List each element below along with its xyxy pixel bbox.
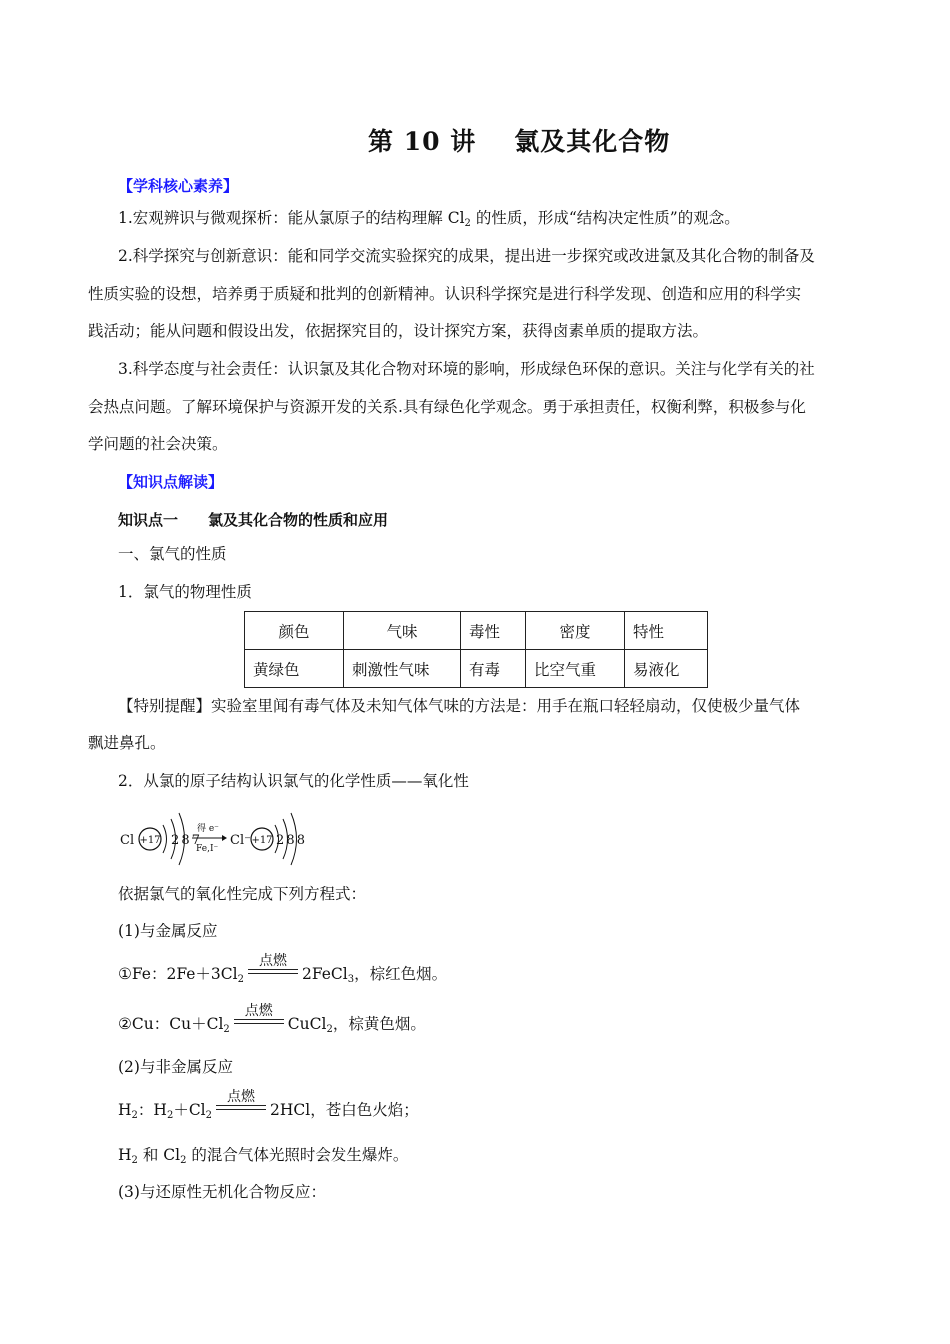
table-cell: 黄绿色 <box>245 650 344 688</box>
table-row <box>245 650 708 688</box>
core-item-2-line-3: 践活动；能从问题和假设出发，依据探究目的，设计探究方案，获得卤素单质的提取方法。 <box>88 322 709 340</box>
fe-reaction: ①Fe：$2Fe+3Cl_2$ 点燃 2FeCl$_3$，棕红色烟。 <box>118 956 447 993</box>
special-tip-line-1: 【特别提醒】实验室里闻有毒气体及未知气体气味的方法是：用手在瓶口轻轻扇动，仅使极少量气体 <box>118 697 801 715</box>
core-item-3-line-3: 学问题的社会决策。 <box>88 435 228 453</box>
chlorine-symbol: Cl <box>120 833 135 848</box>
lecture-number: 第 10 讲 <box>368 127 477 156</box>
table-header: 密度 <box>526 612 625 650</box>
arrow-label-bottom: Fe,I⁻ <box>196 844 219 854</box>
ion-nucleus-charge: +17 <box>251 835 273 846</box>
reaction-arrow <box>214 1089 268 1117</box>
table-header: 颜色 <box>245 612 344 650</box>
reaction-arrow <box>232 1003 286 1031</box>
reducing-compound-heading: (3)与还原性无机化合物反应： <box>118 1183 326 1201</box>
condition-label: 点燃 <box>244 1003 273 1019</box>
knowledge-point-1 <box>118 509 388 530</box>
chloride-shells: 2 8 8 <box>276 833 305 848</box>
core-item-2-line-1: 2.科学探究与创新意识：能和同学交流实验探究的成果，提出进一步探究或改进氯及其化合物的制备及 <box>118 247 815 265</box>
table-cell: 有毒 <box>461 650 526 688</box>
core-item-1: 1.宏观辨识与微观探析：能从氯原子的结构理解 $Cl_2$ 的性质，形成“结构决定性质”的观念。 <box>118 209 740 229</box>
subsection-chemical-properties: 2．从氯的原子结构认识氯气的化学性质——氧化性 <box>118 772 469 790</box>
subsection-physical-properties: 1．氯气的物理性质 <box>118 583 252 601</box>
h2-reaction: $H_2$：$H_2+Cl_2$ 点燃 2HCl，苍白色火焰； <box>118 1092 419 1129</box>
metal-reaction-heading: (1)与金属反应 <box>118 922 218 940</box>
reaction-arrow <box>246 953 300 981</box>
nonmetal-reaction-heading: (2)与非金属反应 <box>118 1058 233 1076</box>
page-title <box>368 122 670 158</box>
knowledge-heading: 【知识点解读】 <box>118 473 224 491</box>
condition-label: 点燃 <box>258 953 287 969</box>
core-literacy-heading: 【学科核心素养】 <box>118 177 239 195</box>
kp-title: 氯及其化合物的性质和应用 <box>208 511 389 529</box>
chloride-ion-symbol: Cl⁻ <box>230 833 251 848</box>
physical-properties-table <box>244 611 708 688</box>
core-item-3-line-1: 3.科学态度与社会责任：认识氯及其化合物对环境的影响，形成绿色环保的意识。关注与化学有关的社 <box>118 360 815 378</box>
table-header: 特性 <box>625 612 708 650</box>
core-item-3-line-2: 会热点问题。了解环境保护与资源开发的关系.具有绿色化学观念。勇于承担责任，权衡利弊，积极参与化 <box>88 398 806 416</box>
table-cell: 比空气重 <box>526 650 625 688</box>
equations-intro: 依据氯气的氧化性完成下列方程式： <box>118 885 367 903</box>
chlorine-atom-structure-diagram <box>118 805 318 871</box>
core-item-2-line-2: 性质实验的设想，培养勇于质疑和批判的创新精神。认识科学探究是进行科学发现、创造和应用的科学实 <box>88 285 802 303</box>
arrow-label-top: 得 e⁻ <box>197 824 219 834</box>
special-tip-line-2: 飘进鼻孔。 <box>88 734 166 752</box>
lecture-topic: 氯及其化合物 <box>514 127 671 156</box>
h2-cl2-mixture-note: $H_2$ 和 $Cl_2$ 的混合气体光照时会发生爆炸。 <box>118 1146 409 1166</box>
kp-label: 知识点一 <box>118 511 179 529</box>
section-chlorine-properties: 一、氯气的性质 <box>118 545 227 563</box>
table-header-row <box>245 612 708 650</box>
chlorine-shells: 2 8 7 <box>171 833 200 848</box>
table-cell: 刺激性气味 <box>344 650 461 688</box>
table-header: 毒性 <box>461 612 526 650</box>
nucleus-charge: +17 <box>139 835 161 846</box>
table-header: 气味 <box>344 612 461 650</box>
cu-reaction: ②Cu：$Cu+Cl_2$ 点燃 CuCl$_2$，棕黄色烟。 <box>118 1006 426 1043</box>
table-cell: 易液化 <box>625 650 708 688</box>
condition-label: 点燃 <box>227 1089 256 1105</box>
